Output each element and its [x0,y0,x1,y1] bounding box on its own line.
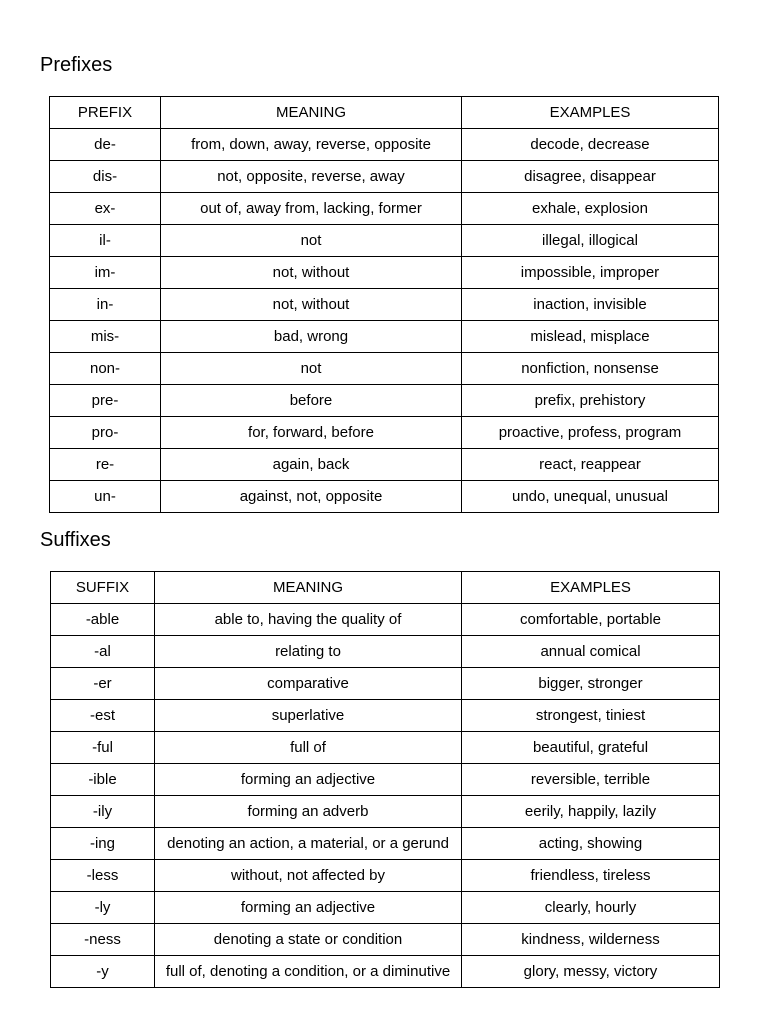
cell-affix: -ily [51,796,155,828]
table-row [51,796,720,828]
cell-meaning: able to, having the quality of [155,604,462,636]
cell-examples: decode, decrease [462,129,719,161]
cell-examples: strongest, tiniest [462,700,720,732]
cell-meaning: forming an adjective [155,892,462,924]
suffixes-table [50,571,720,988]
column-header-affix: SUFFIX [51,572,155,604]
column-header-examples: EXAMPLES [462,97,719,129]
cell-meaning: not [161,225,462,257]
cell-meaning: not, without [161,289,462,321]
table-row [51,892,720,924]
cell-examples: impossible, improper [462,257,719,289]
suffixes-table-body [51,572,720,988]
cell-examples: exhale, explosion [462,193,719,225]
cell-meaning: against, not, opposite [161,481,462,513]
cell-affix: -y [51,956,155,988]
cell-meaning: forming an adjective [155,764,462,796]
table-row [50,225,719,257]
table-row [50,449,719,481]
cell-examples: reversible, terrible [462,764,720,796]
cell-affix: -est [51,700,155,732]
cell-affix: pre- [50,385,161,417]
cell-examples: nonfiction, nonsense [462,353,719,385]
table-row [50,321,719,353]
column-header-examples: EXAMPLES [462,572,720,604]
prefixes-heading: Prefixes [40,54,113,76]
cell-examples: eerily, happily, lazily [462,796,720,828]
table-row [50,257,719,289]
cell-affix: -ness [51,924,155,956]
cell-examples: prefix, prehistory [462,385,719,417]
cell-examples: bigger, stronger [462,668,720,700]
cell-affix: -less [51,860,155,892]
cell-meaning: denoting an action, a material, or a gerund [155,828,462,860]
table-row [51,636,720,668]
table-row [51,860,720,892]
cell-meaning: for, forward, before [161,417,462,449]
cell-affix: mis- [50,321,161,353]
cell-examples: kindness, wilderness [462,924,720,956]
cell-examples: clearly, hourly [462,892,720,924]
cell-examples: acting, showing [462,828,720,860]
cell-affix: dis- [50,161,161,193]
cell-meaning: without, not affected by [155,860,462,892]
cell-examples: comfortable, portable [462,604,720,636]
cell-examples: proactive, profess, program [462,417,719,449]
cell-meaning: bad, wrong [161,321,462,353]
cell-examples: undo, unequal, unusual [462,481,719,513]
cell-meaning: full of, denoting a condition, or a diminutive [155,956,462,988]
cell-meaning: again, back [161,449,462,481]
cell-affix: il- [50,225,161,257]
table-row [50,417,719,449]
cell-meaning: not [161,353,462,385]
cell-affix: un- [50,481,161,513]
cell-examples: beautiful, grateful [462,732,720,764]
table-row [51,604,720,636]
cell-examples: react, reappear [462,449,719,481]
cell-affix: non- [50,353,161,385]
table-row [51,828,720,860]
cell-affix: -ful [51,732,155,764]
table-row [51,668,720,700]
suffixes-heading: Suffixes [40,529,111,551]
table-row [50,289,719,321]
cell-meaning: comparative [155,668,462,700]
cell-affix: pro- [50,417,161,449]
table-row [50,385,719,417]
suffixes-header-row [51,572,720,604]
cell-affix: -able [51,604,155,636]
cell-meaning: denoting a state or condition [155,924,462,956]
prefixes-table-body [50,97,719,513]
table-row [51,956,720,988]
cell-affix: im- [50,257,161,289]
table-row [50,161,719,193]
cell-meaning: not, opposite, reverse, away [161,161,462,193]
cell-affix: -er [51,668,155,700]
table-row [50,193,719,225]
table-row [50,353,719,385]
table-row [50,129,719,161]
cell-examples: disagree, disappear [462,161,719,193]
cell-affix: de- [50,129,161,161]
column-header-meaning: MEANING [161,97,462,129]
table-row [51,732,720,764]
cell-meaning: before [161,385,462,417]
cell-affix: re- [50,449,161,481]
cell-examples: friendless, tireless [462,860,720,892]
cell-examples: annual comical [462,636,720,668]
cell-examples: illegal, illogical [462,225,719,257]
cell-affix: -al [51,636,155,668]
cell-affix: -ing [51,828,155,860]
prefixes-header-row [50,97,719,129]
column-header-affix: PREFIX [50,97,161,129]
cell-meaning: superlative [155,700,462,732]
cell-meaning: relating to [155,636,462,668]
cell-meaning: not, without [161,257,462,289]
table-row [51,764,720,796]
cell-affix: ex- [50,193,161,225]
cell-meaning: forming an adverb [155,796,462,828]
cell-affix: -ible [51,764,155,796]
cell-examples: inaction, invisible [462,289,719,321]
cell-affix: -ly [51,892,155,924]
table-row [51,700,720,732]
cell-examples: mislead, misplace [462,321,719,353]
cell-meaning: out of, away from, lacking, former [161,193,462,225]
table-row [51,924,720,956]
cell-meaning: full of [155,732,462,764]
cell-examples: glory, messy, victory [462,956,720,988]
prefixes-table [49,96,719,513]
cell-meaning: from, down, away, reverse, opposite [161,129,462,161]
cell-affix: in- [50,289,161,321]
column-header-meaning: MEANING [155,572,462,604]
table-row [50,481,719,513]
